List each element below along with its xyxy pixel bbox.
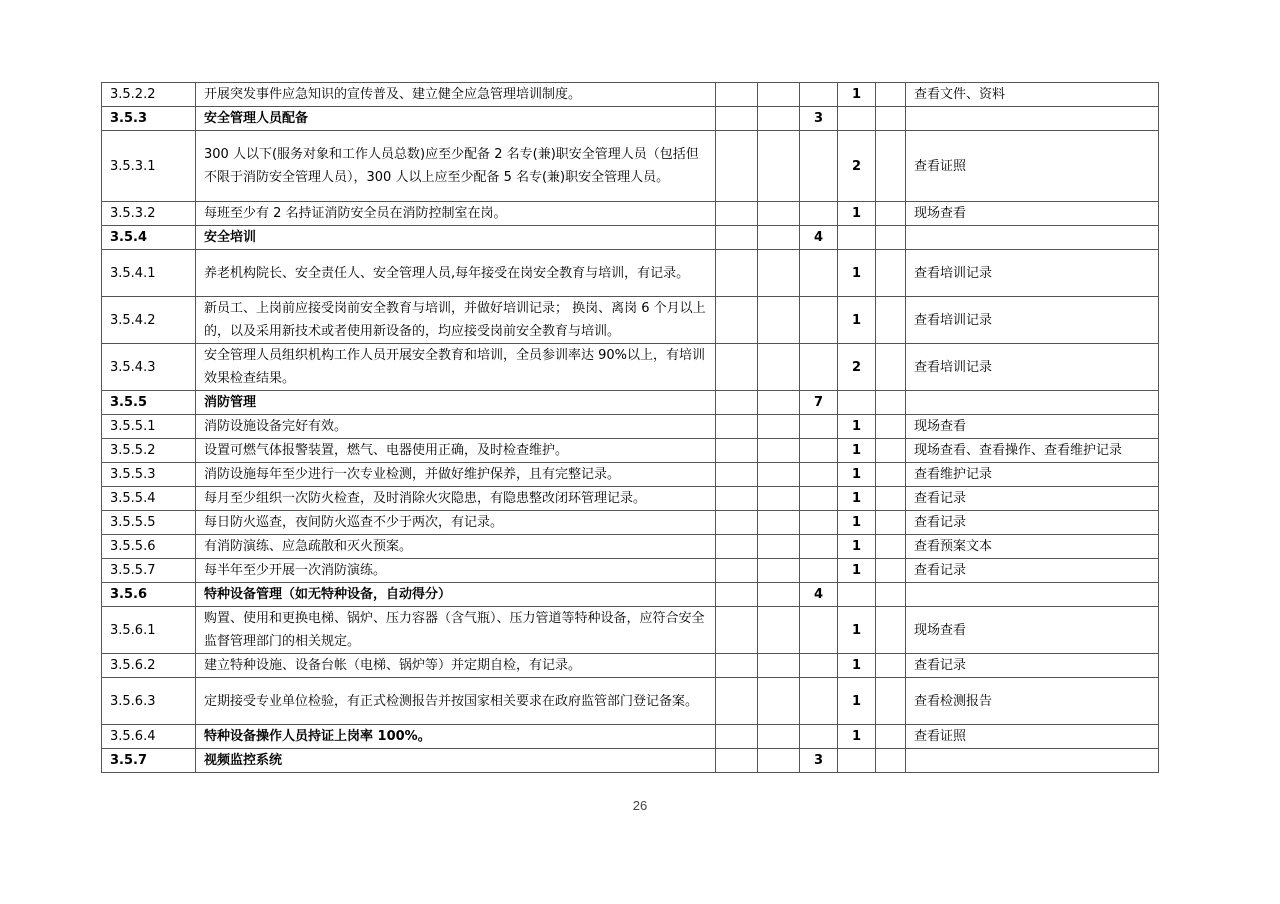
table-row (102, 654, 1159, 678)
blank-cell-1 (716, 654, 758, 678)
blank-cell-3 (876, 749, 906, 773)
blank-cell-2 (758, 559, 800, 583)
item-score-cell: 1 (838, 654, 876, 678)
blank-cell-3 (876, 487, 906, 511)
blank-cell-2 (758, 725, 800, 749)
table-row (102, 131, 1159, 202)
blank-cell-1 (716, 463, 758, 487)
blank-cell-2 (758, 202, 800, 226)
item-content-cell: 定期接受专业单位检验，有正式检测报告并按国家相关要求在政府监管部门登记备案。 (196, 678, 716, 725)
section-score-cell (800, 297, 838, 344)
item-id-cell: 3.5.5 (102, 391, 196, 415)
section-score-cell (800, 250, 838, 297)
item-content-cell: 养老机构院长、安全责任人、安全管理人员,每年接受在岗安全教育与培训，有记录。 (196, 250, 716, 297)
item-content-cell: 设置可燃气体报警装置，燃气、电器使用正确，及时检查维护。 (196, 439, 716, 463)
blank-cell-2 (758, 107, 800, 131)
item-id-cell: 3.5.6 (102, 583, 196, 607)
blank-cell-2 (758, 250, 800, 297)
item-id-cell: 3.5.5.3 (102, 463, 196, 487)
table-row (102, 391, 1159, 415)
item-id-cell: 3.5.5.2 (102, 439, 196, 463)
section-score-cell: 3 (800, 107, 838, 131)
blank-cell-3 (876, 725, 906, 749)
item-content-cell: 安全管理人员组织机构工作人员开展安全教育和培训，全员参训率达 90%以上，有培训效果检查结果。 (196, 344, 716, 391)
item-score-cell: 1 (838, 487, 876, 511)
blank-cell-1 (716, 607, 758, 654)
section-score-cell (800, 559, 838, 583)
check-method-cell (906, 107, 1159, 131)
blank-cell-2 (758, 415, 800, 439)
section-score-cell: 4 (800, 583, 838, 607)
item-id-cell: 3.5.4.2 (102, 297, 196, 344)
item-content-cell: 每半年至少开展一次消防演练。 (196, 559, 716, 583)
item-score-cell: 1 (838, 250, 876, 297)
item-id-cell: 3.5.5.6 (102, 535, 196, 559)
blank-cell-3 (876, 131, 906, 202)
blank-cell-3 (876, 678, 906, 725)
item-content-cell: 300 人以下(服务对象和工作人员总数)应至少配备 2 名专(兼)职安全管理人员（包括但不限于消防安全管理人员），300 人以上应至少配备 5 名专(兼)职安全管理人员。 (196, 131, 716, 202)
table-row (102, 583, 1159, 607)
section-score-cell (800, 202, 838, 226)
blank-cell-3 (876, 415, 906, 439)
item-id-cell: 3.5.4.3 (102, 344, 196, 391)
standards-table (101, 82, 1159, 773)
section-score-cell (800, 725, 838, 749)
section-score-cell (800, 535, 838, 559)
section-score-cell (800, 463, 838, 487)
blank-cell-2 (758, 678, 800, 725)
item-content-cell: 消防设施每年至少进行一次专业检测，并做好维护保养，且有完整记录。 (196, 463, 716, 487)
check-method-cell: 查看维护记录 (906, 463, 1159, 487)
item-id-cell: 3.5.4 (102, 226, 196, 250)
blank-cell-1 (716, 202, 758, 226)
check-method-cell (906, 226, 1159, 250)
blank-cell-2 (758, 83, 800, 107)
blank-cell-2 (758, 439, 800, 463)
blank-cell-3 (876, 83, 906, 107)
blank-cell-1 (716, 583, 758, 607)
item-score-cell: 1 (838, 607, 876, 654)
blank-cell-1 (716, 439, 758, 463)
item-score-cell (838, 226, 876, 250)
blank-cell-3 (876, 344, 906, 391)
item-content-cell: 每日防火巡查，夜间防火巡查不少于两次，有记录。 (196, 511, 716, 535)
blank-cell-1 (716, 511, 758, 535)
section-score-cell (800, 439, 838, 463)
table-row (102, 344, 1159, 391)
check-method-cell: 现场查看 (906, 415, 1159, 439)
blank-cell-1 (716, 83, 758, 107)
item-id-cell: 3.5.5.4 (102, 487, 196, 511)
section-score-cell (800, 415, 838, 439)
blank-cell-1 (716, 250, 758, 297)
item-score-cell: 1 (838, 297, 876, 344)
blank-cell-2 (758, 226, 800, 250)
check-method-cell: 现场查看、查看操作、查看维护记录 (906, 439, 1159, 463)
check-method-cell: 查看证照 (906, 725, 1159, 749)
table-row (102, 607, 1159, 654)
check-method-cell (906, 583, 1159, 607)
blank-cell-2 (758, 583, 800, 607)
table-row (102, 439, 1159, 463)
blank-cell-3 (876, 607, 906, 654)
blank-cell-3 (876, 226, 906, 250)
item-score-cell: 2 (838, 344, 876, 391)
blank-cell-3 (876, 511, 906, 535)
blank-cell-2 (758, 487, 800, 511)
item-id-cell: 3.5.6.3 (102, 678, 196, 725)
item-id-cell: 3.5.4.1 (102, 250, 196, 297)
item-score-cell: 1 (838, 202, 876, 226)
blank-cell-1 (716, 297, 758, 344)
check-method-cell: 查看记录 (906, 511, 1159, 535)
item-content-cell: 安全培训 (196, 226, 716, 250)
item-score-cell: 1 (838, 463, 876, 487)
item-content-cell: 购置、使用和更换电梯、锅炉、压力容器（含气瓶）、压力管道等特种设备，应符合安全监督管理部门的相关规定。 (196, 607, 716, 654)
blank-cell-1 (716, 535, 758, 559)
section-score-cell: 3 (800, 749, 838, 773)
check-method-cell: 查看记录 (906, 654, 1159, 678)
section-score-cell (800, 654, 838, 678)
item-score-cell (838, 749, 876, 773)
item-content-cell: 新员工、上岗前应接受岗前安全教育与培训，并做好培训记录； 换岗、离岗 6 个月以上的，以及采用新技术或者使用新设备的，均应接受岗前安全教育与培训。 (196, 297, 716, 344)
check-method-cell: 查看证照 (906, 131, 1159, 202)
item-score-cell (838, 391, 876, 415)
blank-cell-1 (716, 107, 758, 131)
table-row (102, 511, 1159, 535)
check-method-cell: 现场查看 (906, 202, 1159, 226)
item-id-cell: 3.5.3 (102, 107, 196, 131)
table-row (102, 725, 1159, 749)
item-content-cell: 每月至少组织一次防火检查，及时消除火灾隐患，有隐患整改闭环管理记录。 (196, 487, 716, 511)
item-score-cell (838, 583, 876, 607)
blank-cell-2 (758, 131, 800, 202)
item-content-cell: 消防设施设备完好有效。 (196, 415, 716, 439)
section-score-cell (800, 511, 838, 535)
blank-cell-2 (758, 511, 800, 535)
item-content-cell: 开展突发事件应急知识的宣传普及、建立健全应急管理培训制度。 (196, 83, 716, 107)
table-row (102, 107, 1159, 131)
section-score-cell (800, 131, 838, 202)
item-score-cell: 1 (838, 415, 876, 439)
item-id-cell: 3.5.7 (102, 749, 196, 773)
item-score-cell: 2 (838, 131, 876, 202)
blank-cell-2 (758, 297, 800, 344)
table-row (102, 535, 1159, 559)
section-score-cell (800, 344, 838, 391)
table-row (102, 202, 1159, 226)
blank-cell-1 (716, 749, 758, 773)
item-score-cell: 1 (838, 725, 876, 749)
page-number: 26 (632, 798, 648, 813)
blank-cell-1 (716, 559, 758, 583)
blank-cell-3 (876, 583, 906, 607)
blank-cell-3 (876, 202, 906, 226)
item-score-cell: 1 (838, 678, 876, 725)
blank-cell-3 (876, 107, 906, 131)
blank-cell-3 (876, 463, 906, 487)
blank-cell-2 (758, 535, 800, 559)
table-row (102, 749, 1159, 773)
check-method-cell: 查看培训记录 (906, 250, 1159, 297)
item-content-cell: 特种设备操作人员持证上岗率 100%。 (196, 725, 716, 749)
blank-cell-3 (876, 535, 906, 559)
table-row (102, 678, 1159, 725)
table-body (102, 83, 1159, 773)
blank-cell-3 (876, 391, 906, 415)
check-method-cell: 查看记录 (906, 559, 1159, 583)
item-score-cell: 1 (838, 439, 876, 463)
item-score-cell: 1 (838, 535, 876, 559)
blank-cell-2 (758, 654, 800, 678)
check-method-cell: 查看检测报告 (906, 678, 1159, 725)
table-row (102, 297, 1159, 344)
check-method-cell: 现场查看 (906, 607, 1159, 654)
check-method-cell: 查看预案文本 (906, 535, 1159, 559)
check-method-cell: 查看培训记录 (906, 297, 1159, 344)
item-id-cell: 3.5.3.1 (102, 131, 196, 202)
section-score-cell (800, 487, 838, 511)
table-row (102, 559, 1159, 583)
table-row (102, 463, 1159, 487)
item-id-cell: 3.5.6.4 (102, 725, 196, 749)
check-method-cell: 查看记录 (906, 487, 1159, 511)
blank-cell-1 (716, 678, 758, 725)
item-content-cell: 安全管理人员配备 (196, 107, 716, 131)
blank-cell-2 (758, 344, 800, 391)
blank-cell-3 (876, 439, 906, 463)
item-content-cell: 有消防演练、应急疏散和灭火预案。 (196, 535, 716, 559)
item-content-cell: 建立特种设施、设备台帐（电梯、锅炉等）并定期自检，有记录。 (196, 654, 716, 678)
check-method-cell (906, 391, 1159, 415)
blank-cell-1 (716, 131, 758, 202)
table-row (102, 250, 1159, 297)
item-content-cell: 每班至少有 2 名持证消防安全员在消防控制室在岗。 (196, 202, 716, 226)
item-content-cell: 特种设备管理（如无特种设备，自动得分） (196, 583, 716, 607)
section-score-cell (800, 607, 838, 654)
item-id-cell: 3.5.2.2 (102, 83, 196, 107)
blank-cell-1 (716, 344, 758, 391)
blank-cell-1 (716, 725, 758, 749)
table-row (102, 487, 1159, 511)
item-id-cell: 3.5.3.2 (102, 202, 196, 226)
check-method-cell (906, 749, 1159, 773)
blank-cell-3 (876, 654, 906, 678)
item-id-cell: 3.5.5.5 (102, 511, 196, 535)
check-method-cell: 查看文件、资料 (906, 83, 1159, 107)
blank-cell-2 (758, 607, 800, 654)
item-score-cell: 1 (838, 559, 876, 583)
item-id-cell: 3.5.6.1 (102, 607, 196, 654)
blank-cell-2 (758, 463, 800, 487)
item-id-cell: 3.5.5.1 (102, 415, 196, 439)
item-id-cell: 3.5.6.2 (102, 654, 196, 678)
blank-cell-1 (716, 391, 758, 415)
blank-cell-2 (758, 749, 800, 773)
section-score-cell: 4 (800, 226, 838, 250)
blank-cell-1 (716, 415, 758, 439)
blank-cell-3 (876, 559, 906, 583)
item-score-cell: 1 (838, 511, 876, 535)
blank-cell-3 (876, 250, 906, 297)
blank-cell-1 (716, 226, 758, 250)
table-row (102, 83, 1159, 107)
table-row (102, 226, 1159, 250)
check-method-cell: 查看培训记录 (906, 344, 1159, 391)
section-score-cell (800, 83, 838, 107)
blank-cell-3 (876, 297, 906, 344)
section-score-cell (800, 678, 838, 725)
table-row (102, 415, 1159, 439)
item-score-cell: 1 (838, 83, 876, 107)
item-content-cell: 消防管理 (196, 391, 716, 415)
item-score-cell (838, 107, 876, 131)
item-id-cell: 3.5.5.7 (102, 559, 196, 583)
blank-cell-2 (758, 391, 800, 415)
item-content-cell: 视频监控系统 (196, 749, 716, 773)
blank-cell-1 (716, 487, 758, 511)
section-score-cell: 7 (800, 391, 838, 415)
